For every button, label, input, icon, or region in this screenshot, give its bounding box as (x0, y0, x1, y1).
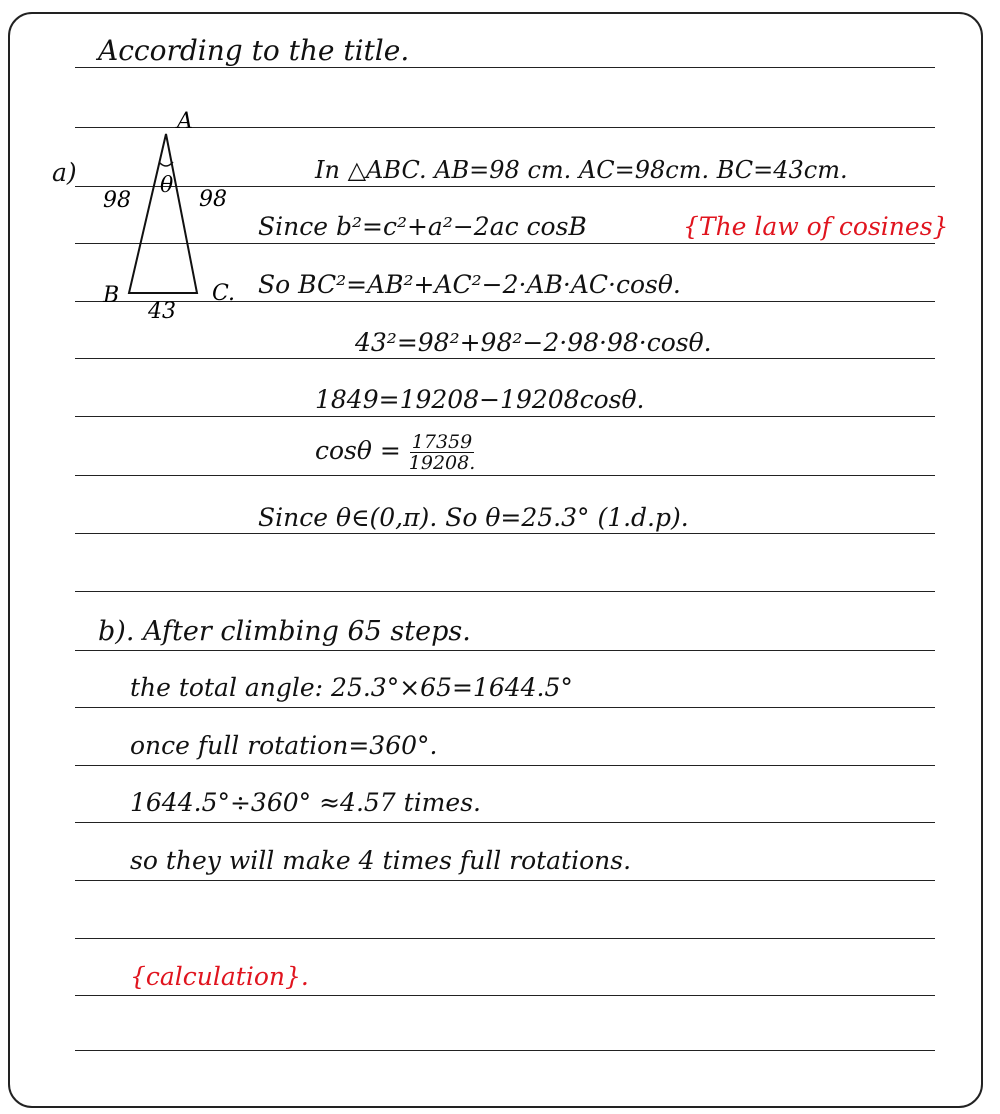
cos-fraction (409, 432, 475, 473)
heading: According to the title. (98, 34, 410, 67)
vertex-b: B (103, 283, 120, 308)
angle-theta: θ (160, 173, 174, 198)
fraction-denominator: 19208. (408, 452, 476, 474)
vertex-a: A (177, 109, 193, 134)
side-ac-length: 98 (199, 187, 227, 212)
fraction-numerator: 17359 (411, 431, 473, 453)
triangle-abc (129, 134, 197, 293)
law-of-cosines: Since b²=c²+a²−2ac cosB (258, 212, 587, 241)
cos-label: cosθ = (315, 436, 401, 465)
part-a-label: a) (52, 158, 77, 187)
part-b-line5: so they will make 4 times full rotations. (130, 846, 632, 875)
side-bc-length: 43 (148, 299, 176, 324)
theta-result: Since θ∈(0,π). So θ=25.3° (1.d.p). (258, 503, 689, 532)
law-note: {The law of cosines} (683, 212, 949, 241)
cos-theta-equation (315, 432, 475, 473)
given-info: In △ABC. AB=98 cm. AC=98cm. BC=43cm. (315, 156, 848, 184)
equation-bc: So BC²=AB²+AC²−2·AB·AC·cosθ. (258, 270, 681, 299)
part-b-line2: the total angle: 25.3°×65=1644.5° (130, 673, 573, 702)
side-ab-length: 98 (103, 188, 131, 213)
part-b-line4: 1644.5°÷360° ≈4.57 times. (130, 788, 481, 817)
part-b-line1: b). After climbing 65 steps. (98, 616, 471, 647)
part-b-line3: once full rotation=360°. (130, 731, 438, 760)
vertex-c: C. (212, 281, 236, 306)
equation-simplified: 1849=19208−19208cosθ. (315, 385, 645, 414)
equation-substituted: 43²=98²+98²−2·98·98·cosθ. (355, 328, 712, 357)
calculation-note: {calculation}. (130, 962, 309, 991)
